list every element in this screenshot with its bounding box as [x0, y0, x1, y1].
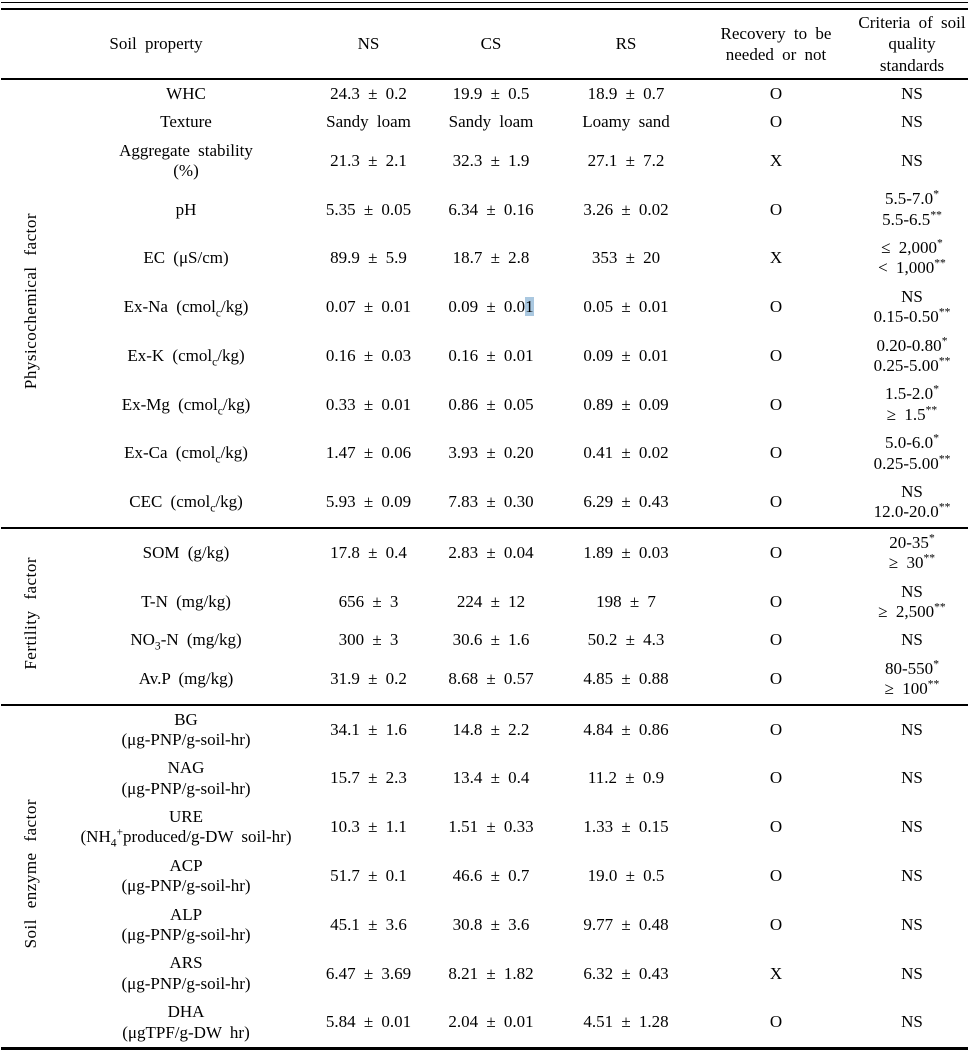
cs-value-cell: 3.93 ± 0.20 — [448, 443, 534, 463]
group-label-cell — [1, 705, 61, 1049]
criteria-cell: NS — [901, 963, 923, 983]
recovery-cell: O — [769, 297, 783, 317]
table-row — [1, 478, 968, 528]
cs-value-cell: 8.68 ± 0.57 — [448, 668, 534, 688]
soil-property-cell: T-N (mg/kg) — [141, 591, 231, 611]
cs-value-cell: 13.4 ± 0.4 — [452, 768, 530, 788]
cs-value-cell: 30.8 ± 3.6 — [452, 914, 530, 934]
ns-value-cell: 51.7 ± 0.1 — [330, 866, 407, 886]
cs-value-cell: 2.04 ± 0.01 — [448, 1012, 534, 1032]
table-row — [1, 803, 968, 852]
ns-value-cell: 21.3 ± 2.1 — [330, 150, 407, 170]
criteria-cell: 20-35* ≥ 30** — [856, 528, 968, 578]
table-row — [1, 852, 968, 901]
cs-value-cell: 7.83 ± 0.30 — [448, 492, 534, 512]
table-row — [1, 655, 968, 705]
table-row — [1, 108, 968, 136]
rs-value-cell: 9.77 ± 0.48 — [583, 914, 669, 934]
ns-value-cell: 5.35 ± 0.05 — [325, 199, 412, 219]
ns-value-cell: 0.07 ± 0.01 — [325, 297, 412, 317]
rs-value-cell: 353 ± 20 — [591, 248, 661, 268]
criteria-cell: 0.20-0.80* 0.25-5.00** — [873, 334, 951, 376]
criteria-cell: 5.0-6.0* 0.25-5.00** — [873, 431, 951, 473]
criteria-cell: NS — [901, 817, 923, 837]
cs-value-cell: 1.51 ± 0.33 — [448, 817, 534, 837]
ns-value-cell: 15.7 ± 2.3 — [330, 768, 407, 788]
soil-property-cell: URE ($NH_4^+produced/g-DW$ soil-hr) — [80, 807, 292, 850]
recovery-cell: X — [769, 150, 783, 170]
table-row — [1, 332, 968, 381]
table-row — [1, 380, 968, 429]
ns-value-cell: 34.1 ± 1.6 — [311, 705, 426, 755]
rs-value-cell: 27.1 ± 7.2 — [587, 150, 665, 170]
soil-property-cell: ACP (μg-PNP/g-soil-hr) — [121, 855, 251, 896]
table-row — [1, 626, 968, 654]
rs-value-cell: 0.09 ± 0.01 — [583, 345, 669, 365]
recovery-cell: O — [769, 1012, 783, 1032]
ns-value-cell: 5.93 ± 0.09 — [325, 492, 412, 512]
rs-value-cell: 4.51 ± 1.28 — [583, 1012, 669, 1032]
soil-property-cell: Aggregate stability (%) — [119, 140, 253, 180]
criteria-cell: 5.5-7.0* 5.5-6.5** — [882, 187, 942, 229]
cs-value-cell: Sandy loam — [448, 112, 534, 132]
cs-value-cell: 2.83 ± 0.04 — [426, 528, 556, 578]
criteria-cell: NS — [901, 866, 923, 886]
soil-property-cell: WHC — [61, 79, 311, 108]
recovery-cell: O — [769, 591, 783, 611]
rs-value-cell: 6.32 ± 0.43 — [583, 963, 669, 983]
table-row — [1, 429, 968, 478]
recovery-cell: O — [769, 199, 783, 219]
table-header — [1, 10, 968, 79]
rs-value-cell: 198 ± 7 — [596, 591, 656, 611]
recovery-cell: O — [769, 492, 783, 512]
soil-properties-table — [1, 10, 968, 1050]
rs-value-cell: 1.89 ± 0.03 — [556, 528, 696, 578]
ns-value-cell: 0.33 ± 0.01 — [325, 394, 412, 414]
recovery-cell: O — [696, 705, 856, 755]
rs-value-cell: 6.29 ± 0.43 — [583, 492, 669, 512]
recovery-cell: O — [769, 345, 783, 365]
soil-property-cell: ALP (μg-PNP/g-soil-hr) — [121, 904, 251, 945]
selection-highlight: 1 — [525, 297, 534, 317]
rs-value-cell: 0.41 ± 0.02 — [583, 443, 669, 463]
table-row — [1, 578, 968, 627]
header-ns: NS — [311, 10, 426, 79]
soil-property-cell: Av.P (mg/kg) — [138, 668, 234, 688]
recovery-cell: X — [769, 963, 783, 983]
recovery-cell: O — [696, 528, 856, 578]
soil-property-cell: Texture — [160, 112, 212, 132]
table-row — [1, 705, 968, 755]
cs-value-cell: 18.7 ± 2.8 — [452, 248, 530, 268]
rs-value-cell: 1.33 ± 0.15 — [583, 817, 669, 837]
cs-value-cell: 224 ± 12 — [456, 591, 526, 611]
recovery-cell: O — [769, 914, 783, 934]
criteria-cell: NS 0.15-0.50** — [873, 286, 951, 327]
soil-property-cell: SOM (g/kg) — [61, 528, 311, 578]
ns-value-cell: 5.84 ± 0.01 — [325, 1012, 412, 1032]
cs-value-cell: 0.09 ± 0.01 — [448, 297, 534, 317]
header-row — [1, 10, 968, 79]
recovery-cell: O — [769, 630, 783, 650]
criteria-cell: 80-550* ≥ 100** — [884, 657, 940, 699]
ns-value-cell: 0.16 ± 0.03 — [325, 345, 412, 365]
cs-value-cell: 30.6 ± 1.6 — [452, 630, 530, 650]
criteria-cell: 1.5-2.0* ≥ 1.5** — [885, 382, 939, 424]
soil-property-cell: Ex-Na (cmol$_c$/kg) — [123, 297, 249, 320]
header-criteria: Criteria of soil quality standards — [856, 10, 968, 79]
table-row — [1, 234, 968, 283]
table-body — [1, 79, 968, 1049]
header-recovery: Recovery to be needed or not — [696, 10, 856, 79]
soil-property-cell: NAG (μg-PNP/g-soil-hr) — [121, 758, 251, 798]
soil-property-cell: BG (μg-PNP/g-soil-hr) — [61, 705, 311, 755]
table-row — [1, 528, 968, 578]
criteria-cell: NS — [901, 1012, 923, 1032]
rs-value-cell: 0.89 ± 0.09 — [583, 394, 669, 414]
cs-value-cell: 46.6 ± 0.7 — [452, 866, 530, 886]
cs-value-cell: 0.16 ± 0.01 — [448, 345, 534, 365]
ns-value-cell: 656 ± 3 — [338, 591, 399, 611]
recovery-cell: X — [769, 248, 783, 268]
cs-value-cell: 19.9 ± 0.5 — [426, 79, 556, 108]
table-row — [1, 137, 968, 186]
ns-value-cell: 89.9 ± 5.9 — [330, 248, 407, 268]
rs-value-cell: 18.9 ± 0.7 — [556, 79, 696, 108]
table-row — [1, 754, 968, 803]
cs-value-cell: 8.21 ± 1.82 — [448, 963, 534, 983]
ns-value-cell: 24.3 ± 0.2 — [311, 79, 426, 108]
cs-value-cell: 32.3 ± 1.9 — [452, 150, 530, 170]
soil-property-cell: Ex-Mg (cmol$_c$/kg) — [121, 394, 251, 418]
ns-value-cell: 17.8 ± 0.4 — [311, 528, 426, 578]
soil-property-cell: pH — [175, 199, 197, 219]
rs-value-cell: 4.84 ± 0.86 — [556, 705, 696, 755]
cs-value-cell: 14.8 ± 2.2 — [426, 705, 556, 755]
ns-value-cell: 45.1 ± 3.6 — [330, 914, 407, 934]
header-soil-property: Soil property — [1, 10, 311, 79]
group-label: Soil enzyme factor — [20, 798, 40, 949]
ns-value-cell: 6.47 ± 3.69 — [325, 963, 412, 983]
recovery-cell: O — [769, 394, 783, 414]
table-row — [1, 185, 968, 234]
soil-property-cell: Ex-K (cmol$_c$/kg) — [127, 345, 245, 369]
ns-value-cell: 300 ± 3 — [338, 630, 399, 650]
criteria-cell: NS — [901, 630, 923, 650]
recovery-cell: O — [696, 79, 856, 108]
soil-property-cell: EC (μS/cm) — [143, 248, 229, 268]
ns-value-cell: 31.9 ± 0.2 — [330, 668, 407, 688]
soil-property-cell: ARS (μg-PNP/g-soil-hr) — [121, 953, 251, 993]
soil-property-cell: $NO_3-N$ (mg/kg) — [130, 630, 242, 653]
header-cs: CS — [426, 10, 556, 79]
group-label-cell — [1, 79, 61, 528]
rs-value-cell: 11.2 ± 0.9 — [587, 768, 665, 788]
rs-value-cell: 50.2 ± 4.3 — [587, 630, 665, 650]
ns-value-cell: Sandy loam — [326, 112, 411, 132]
rs-value-cell: 0.05 ± 0.01 — [583, 297, 669, 317]
soil-property-cell: DHA (μgTPF/g-DW hr) — [122, 1002, 250, 1042]
recovery-cell: O — [769, 817, 783, 837]
criteria-cell: ≤ 2,000* < 1,000** — [878, 236, 946, 278]
recovery-cell: O — [769, 443, 783, 463]
criteria-cell: NS — [901, 150, 923, 170]
header-rs: RS — [556, 10, 696, 79]
rs-value-cell: 4.85 ± 0.88 — [583, 668, 669, 688]
ns-value-cell: 10.3 ± 1.1 — [330, 817, 407, 837]
ns-value-cell: 1.47 ± 0.06 — [325, 443, 412, 463]
table-row — [1, 901, 968, 950]
cs-value-cell: 6.34 ± 0.16 — [448, 199, 534, 219]
criteria-cell: NS — [856, 79, 968, 108]
rs-value-cell: 3.26 ± 0.02 — [583, 199, 669, 219]
criteria-cell: NS — [901, 112, 923, 132]
recovery-cell: O — [769, 866, 783, 886]
cs-value-cell: 0.86 ± 0.05 — [448, 394, 534, 414]
criteria-cell: NS — [856, 705, 968, 755]
table-row — [1, 283, 968, 332]
criteria-cell: NS — [901, 914, 923, 934]
recovery-cell: O — [769, 112, 783, 132]
criteria-cell: NS ≥ 2,500** — [878, 581, 946, 621]
group-label: Physicochemical factor — [20, 212, 40, 389]
table-row — [1, 998, 968, 1048]
soil-property-cell: CEC (cmol$_c$/kg) — [129, 492, 243, 515]
recovery-cell: O — [769, 668, 783, 688]
criteria-cell: NS 12.0-20.0** — [873, 482, 951, 522]
table-row — [1, 949, 968, 998]
table-row — [1, 79, 968, 108]
group-label: Fertility factor — [20, 557, 40, 670]
criteria-cell: NS — [901, 768, 923, 788]
group-label-cell — [1, 528, 61, 705]
rs-value-cell: Loamy sand — [582, 112, 670, 132]
recovery-cell: O — [769, 768, 783, 788]
rs-value-cell: 19.0 ± 0.5 — [587, 866, 665, 886]
table-top-double-rule — [1, 2, 968, 10]
soil-property-cell: Ex-Ca (cmol$_c$/kg) — [124, 443, 248, 466]
